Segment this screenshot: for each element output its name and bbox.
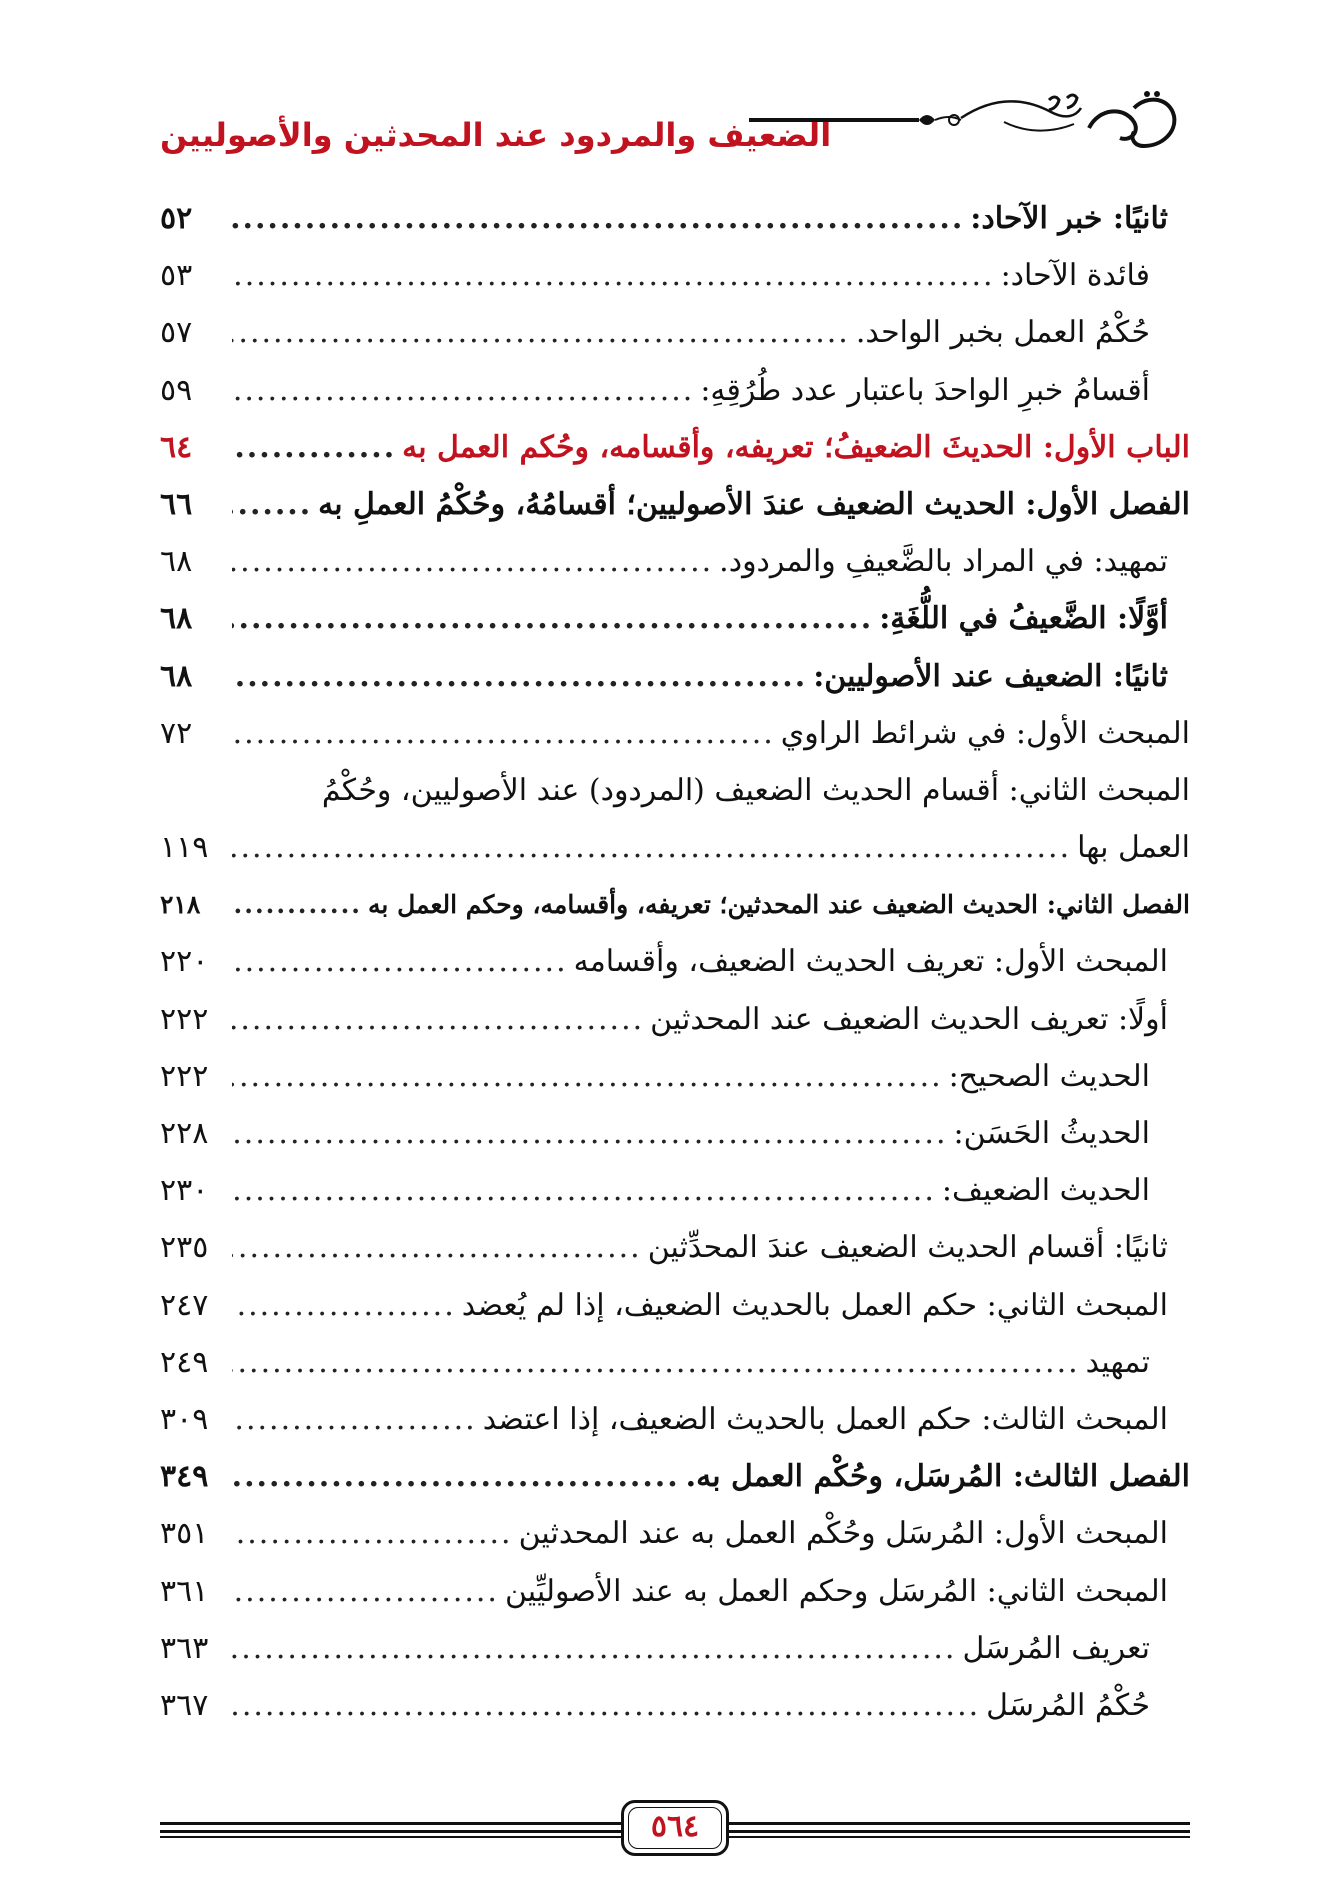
toc-entry-title: ثانيًا: أقسام الحديث الضعيف عندَ المحدِّثين (647, 1230, 1168, 1266)
toc-entry-page: ٢٢٢ (160, 1001, 209, 1037)
table-of-contents (160, 190, 1190, 1734)
toc-entry-title: أولًا: تعريف الحديث الضعيف عند المحدثين (650, 1001, 1168, 1037)
toc-entry-page: ٣٦١ (160, 1573, 209, 1609)
toc-entry-title: الحديثُ الحَسَن: (953, 1116, 1150, 1151)
toc-entry-title: حُكْمُ المُرسَل (986, 1687, 1150, 1723)
dot-leader (232, 705, 775, 762)
toc-entry-title: فائدة الآحاد: (1000, 258, 1150, 294)
toc-entry-page: ٥٢ (160, 201, 193, 236)
toc-entry-title: ثانيًا: خبر الآحاد: (970, 201, 1168, 236)
dot-leader (232, 648, 807, 705)
toc-entry-chapter[interactable] (160, 476, 1190, 533)
toc-entry-title: الحديث الصحيح: (948, 1058, 1150, 1094)
toc-entry-page: ٢٢٠ (160, 944, 209, 980)
toc-entry-page: ٢٤٧ (160, 1287, 209, 1323)
page-number: ٥٦٤ (650, 1809, 700, 1844)
dot-leader (232, 1162, 936, 1219)
toc-entry-chapter[interactable] (160, 876, 1190, 933)
toc-entry-title: الفصل الثالث: المُرسَل، وحُكْم العمل به. (685, 1459, 1190, 1495)
toc-entry-page: ٣٦٣ (160, 1630, 209, 1666)
toc-entry-title: المبحث الأول: تعريف الحديث الضعيف، وأقسامه (573, 944, 1168, 980)
page-footer (160, 1800, 1190, 1860)
toc-entry[interactable] (160, 1677, 1190, 1734)
dot-leader (232, 933, 568, 990)
toc-entry[interactable] (160, 1505, 1190, 1562)
toc-entry-page: ٥٩ (160, 372, 193, 408)
toc-entry[interactable] (160, 819, 1190, 876)
dot-leader (232, 590, 873, 647)
toc-entry-page: ٦٤ (160, 429, 193, 465)
dot-leader (232, 1391, 477, 1448)
dot-leader (232, 1563, 499, 1620)
toc-entry-title: المبحث الثاني: المُرسَل وحكم العمل به عند الأصوليِّين (504, 1573, 1168, 1609)
dot-leader (232, 1048, 943, 1105)
toc-entry[interactable] (160, 1162, 1190, 1219)
dot-leader (232, 1448, 680, 1505)
toc-entry-title: أقسامُ خبرِ الواحدَ باعتبار عدد طُرُقِهِ: (700, 372, 1150, 408)
toc-entry-page: ٣٤٩ (160, 1459, 209, 1495)
toc-entry-chapter[interactable] (160, 1448, 1190, 1505)
toc-entry-page: ٢٢٢ (160, 1058, 209, 1094)
toc-entry[interactable] (160, 304, 1190, 361)
toc-entry-title: المبحث الثاني: أقسام الحديث الضعيف (المردود) عند الأصوليين، وحُكْمُ (321, 772, 1190, 808)
toc-entry[interactable] (160, 705, 1190, 762)
dot-leader (232, 419, 396, 476)
toc-entry-title: تمهيد: في المراد بالضَّعيفِ والمردود. (719, 544, 1168, 580)
dot-leader (232, 362, 694, 419)
toc-entry[interactable] (160, 933, 1190, 990)
toc-entry-page: ٥٧ (160, 315, 193, 351)
toc-entry-page: ٦٨ (160, 544, 193, 580)
toc-entry-page: ٢١٨ (160, 890, 201, 920)
dot-leader (232, 1277, 456, 1334)
toc-entry-page: ١١٩ (160, 830, 209, 866)
dot-leader (232, 533, 713, 590)
toc-entry-page: ٦٨ (160, 601, 193, 637)
dot-leader (232, 1219, 642, 1276)
toc-entry-title: حُكْمُ العمل بخبر الواحد. (855, 315, 1150, 351)
toc-entry[interactable] (160, 1277, 1190, 1334)
dot-leader (232, 476, 312, 533)
dot-leader (232, 991, 644, 1048)
toc-entry[interactable] (160, 533, 1190, 590)
toc-entry[interactable] (160, 1334, 1190, 1391)
dot-leader (232, 247, 995, 304)
toc-entry[interactable] (160, 1563, 1190, 1620)
dot-leader (232, 876, 362, 933)
toc-entry-page: ٣٥١ (160, 1516, 209, 1552)
calligraphy-flourish-icon (749, 88, 1179, 158)
page-number-badge (621, 1800, 729, 1856)
toc-entry[interactable] (160, 1048, 1190, 1105)
toc-entry-title: الحديث الضعيف: (941, 1173, 1150, 1209)
dot-leader (232, 304, 850, 361)
toc-entry[interactable] (160, 190, 1190, 247)
toc-entry-page: ٢٤٩ (160, 1344, 209, 1380)
toc-entry-title: أوَّلًا: الضَّعيفُ في اللُّغَةِ: (879, 601, 1168, 637)
toc-entry-title: المبحث الأول: المُرسَل وحُكْم العمل به عند المحدثين (518, 1516, 1168, 1552)
dot-leader (232, 1505, 513, 1562)
dot-leader (232, 190, 964, 247)
toc-entry-page: ٦٨ (160, 658, 193, 694)
toc-entry-page: ٢٣٠ (160, 1173, 209, 1209)
toc-entry-title: الفصل الثاني: الحديث الضعيف عند المحدثين؛ تعريفه، وأقسامه، وحكم العمل به (368, 890, 1190, 920)
toc-entry[interactable] (160, 247, 1190, 304)
toc-entry-title: الباب الأول: الحديثَ الضعيفُ؛ تعريفه، وأقسامه، وحُكم العمل به (402, 429, 1190, 465)
dot-leader (232, 1105, 948, 1162)
toc-entry[interactable] (160, 1391, 1190, 1448)
running-title: الضعيف والمردود عند المحدثين والأصوليين (160, 116, 832, 154)
toc-entry-title: الفصل الأول: الحديث الضعيف عندَ الأصوليين؛ أقسامُهُ، وحُكْمُ العملِ به (318, 486, 1190, 522)
toc-entry[interactable] (160, 1105, 1190, 1162)
toc-entry-page: ٧٢ (160, 715, 193, 751)
toc-entry-page: ٢٣٥ (160, 1230, 209, 1266)
toc-entry[interactable] (160, 991, 1190, 1048)
toc-entry-title: المبحث الثالث: حكم العمل بالحديث الضعيف، إذا اعتضد (482, 1401, 1168, 1437)
toc-entry-part[interactable] (160, 419, 1190, 476)
toc-entry-title: ثانيًا: الضعيف عند الأصوليين: (813, 658, 1168, 694)
dot-leader (232, 1677, 980, 1734)
toc-entry-page: ٥٣ (160, 258, 193, 294)
page-header (160, 88, 1179, 158)
dot-leader (232, 819, 1071, 876)
toc-entry[interactable] (160, 648, 1190, 705)
toc-entry-title: العمل بها (1077, 830, 1190, 866)
dot-leader (232, 1620, 956, 1677)
toc-entry-title: تمهيد (1085, 1344, 1150, 1380)
toc-entry-page: ٣٠٩ (160, 1401, 209, 1437)
dot-leader (232, 1334, 1080, 1391)
toc-entry-page: ٢٢٨ (160, 1116, 209, 1151)
toc-entry-title: تعريف المُرسَل (962, 1630, 1150, 1666)
toc-entry-page: ٣٦٧ (160, 1687, 209, 1723)
toc-entry[interactable] (160, 1620, 1190, 1677)
toc-entry[interactable] (160, 362, 1190, 419)
toc-entry-title: المبحث الثاني: حكم العمل بالحديث الضعيف، إذا لم يُعضد (461, 1287, 1168, 1323)
toc-entry[interactable] (160, 590, 1190, 647)
toc-entry[interactable] (160, 1219, 1190, 1276)
toc-entry-title: المبحث الأول: في شرائط الراوي (780, 715, 1190, 751)
toc-entry-page: ٦٦ (160, 486, 193, 522)
toc-entry-wrapped-line[interactable] (160, 762, 1190, 819)
